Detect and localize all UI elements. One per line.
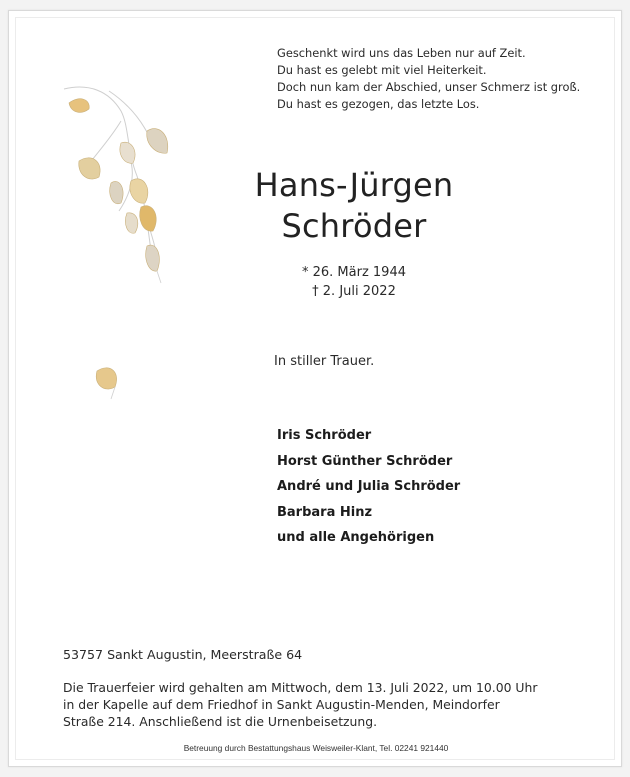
- deceased-last-name: Schröder: [281, 207, 427, 245]
- life-dates: [274, 263, 434, 301]
- obituary-card: [8, 10, 622, 767]
- deceased-first-name: Hans-Jürgen: [254, 166, 454, 204]
- ceremony-line: Straße 214. Anschließend ist die Urnenbeisetzung.: [63, 714, 378, 729]
- mourner-name: Horst Günther Schröder: [277, 453, 453, 469]
- autumn-leaves-branch-icon: [49, 81, 179, 421]
- mourner-name: und alle Angehörigen: [277, 530, 435, 546]
- mourning-phrase: In stiller Trauer.: [274, 354, 375, 369]
- poem-line: Du hast es gezogen, das letzte Los.: [277, 97, 480, 111]
- funeral-home-footer: Betreuung durch Bestattungshaus Weisweiler-Klant, Tel. 02241 921440: [183, 743, 449, 753]
- poem-line: Doch nun kam der Abschied, unser Schmerz ist groß.: [277, 80, 581, 94]
- mourner-name: André und Julia Schröder: [277, 479, 461, 495]
- poem-line: Geschenkt wird uns das Leben nur auf Zeit.: [277, 46, 526, 60]
- family-address: 53757 Sankt Augustin, Meerstraße 64: [63, 647, 303, 662]
- deceased-name: [229, 165, 479, 247]
- mourners-list: [277, 423, 460, 551]
- mourner-name: Barbara Hinz: [277, 504, 373, 520]
- death-date: † 2. Juli 2022: [312, 284, 396, 299]
- birth-date: * 26. März 1944: [301, 265, 406, 280]
- poem-line: Du hast es gelebt mit viel Heiterkeit.: [277, 63, 487, 77]
- ceremony-line: in der Kapelle auf dem Friedhof in Sankt Augustin-Menden, Meindorfer: [63, 697, 500, 712]
- mourner-name: Iris Schröder: [277, 428, 372, 443]
- ceremony-line: Die Trauerfeier wird gehalten am Mittwoch, dem 13. Juli 2022, um 10.00 Uhr: [63, 680, 538, 695]
- poem: [277, 45, 617, 113]
- ceremony-details: [63, 679, 623, 730]
